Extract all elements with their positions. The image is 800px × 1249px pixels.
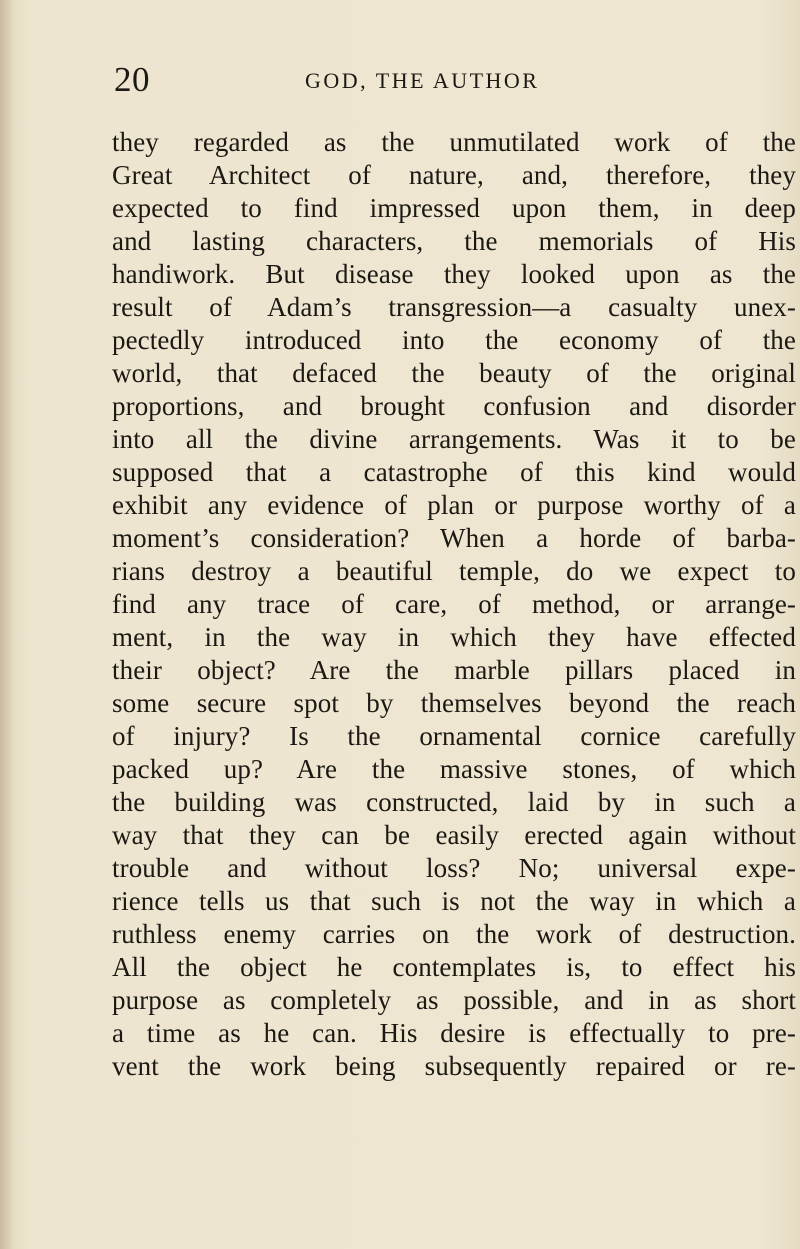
body-text xyxy=(112,126,796,1083)
text-line: their object? Are the marble pillars placed in xyxy=(112,655,796,685)
text-line: into all the divine arrangements. Was it to be xyxy=(112,424,796,454)
binding-shadow xyxy=(0,0,14,1249)
text-line: purpose as completely as possible, and in as short xyxy=(112,985,796,1015)
text-line: pectedly introduced into the economy of the xyxy=(112,325,796,355)
text-line: and lasting characters, the memorials of His xyxy=(112,226,796,256)
text-line: ruthless enemy carries on the work of destruction. xyxy=(112,919,796,949)
text-line: world, that defaced the beauty of the original xyxy=(112,358,796,388)
text-line: packed up? Are the massive stones, of which xyxy=(112,754,796,784)
text-line: All the object he contemplates is, to effect his xyxy=(112,952,796,982)
text-line: vent the work being subsequently repaired or re- xyxy=(112,1051,796,1081)
text-line: a time as he can. His desire is effectually to pre- xyxy=(112,1018,796,1048)
text-line: the building was constructed, laid by in such a xyxy=(112,787,796,817)
text-line: ment, in the way in which they have effected xyxy=(112,622,796,652)
text-line: handiwork. But disease they looked upon as the xyxy=(112,259,796,289)
text-line: supposed that a catastrophe of this kind would xyxy=(112,457,796,487)
text-line: Great Architect of nature, and, therefore, they xyxy=(112,160,796,190)
text-line: exhibit any evidence of plan or purpose worthy of a xyxy=(112,490,796,520)
text-line: moment’s consideration? When a horde of barba- xyxy=(112,523,796,553)
text-line: of injury? Is the ornamental cornice carefully xyxy=(112,721,796,751)
text-line: result of Adam’s transgression—a casualty unex- xyxy=(112,292,796,322)
text-line: find any trace of care, of method, or arrange- xyxy=(112,589,796,619)
text-line: rience tells us that such is not the way in which a xyxy=(112,886,796,916)
running-title: GOD, THE AUTHOR xyxy=(305,68,540,93)
text-line: proportions, and brought confusion and disorder xyxy=(112,391,796,421)
text-line: trouble and without loss? No; universal expe- xyxy=(112,853,796,883)
text-line: they regarded as the unmutilated work of the xyxy=(112,127,796,157)
text-line: some secure spot by themselves beyond the reach xyxy=(112,688,796,718)
text-line: expected to find impressed upon them, in deep xyxy=(112,193,796,223)
page-number: 20 xyxy=(114,60,150,99)
text-line: rians destroy a beautiful temple, do we expect to xyxy=(112,556,796,586)
text-line: way that they can be easily erected again without xyxy=(112,820,796,850)
running-head xyxy=(0,60,800,100)
